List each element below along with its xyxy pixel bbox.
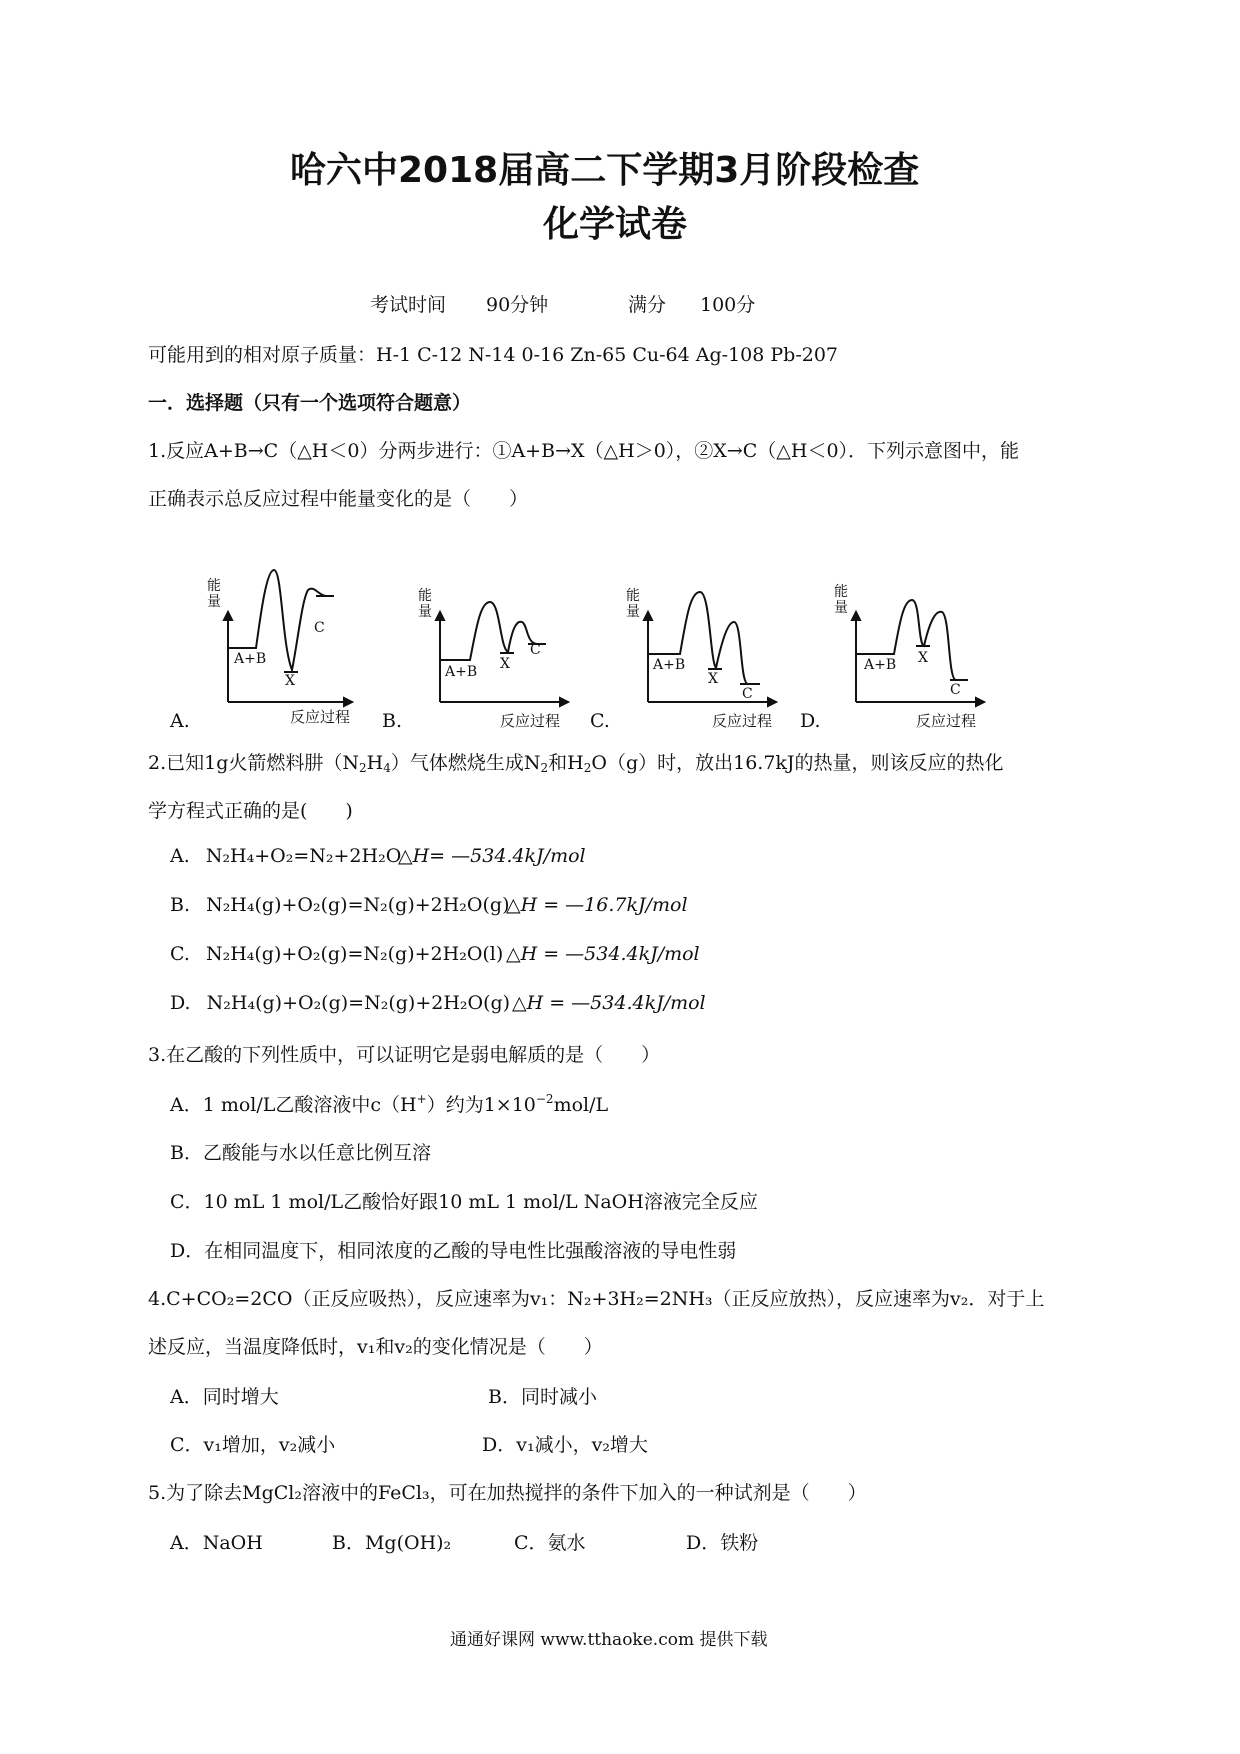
diagram-a-axis-y: 能量 xyxy=(207,578,221,610)
q3-option-a[interactable] xyxy=(170,1090,608,1117)
q3-option-b[interactable]: B．乙酸能与水以任意比例互溶 xyxy=(170,1142,431,1164)
q5-stem: 5.为了除去MgCl₂溶液中的FeCl₃，可在加热搅拌的条件下加入的一种试剂是（ ） xyxy=(148,1482,867,1504)
diagram-c-axis-y: 能量 xyxy=(626,588,640,620)
q2-sub-4: 4 xyxy=(383,761,391,775)
q2-d-dh: △H = —534.4kJ/mol xyxy=(512,992,706,1014)
diagram-c-axis-x: 反应过程 xyxy=(712,712,773,730)
q3-a-pre: A．1 mol/L乙酸溶液中c（H xyxy=(170,1094,417,1116)
q2-stem-line2: 学方程式正确的是( ) xyxy=(148,800,353,822)
diagram-d-axis-y: 能量 xyxy=(834,584,848,616)
q1-option-c[interactable]: C. xyxy=(590,710,610,732)
q3-a-mid: ）约为1×10 xyxy=(426,1094,536,1116)
q2-a-dh: △H= —534.4kJ/mol xyxy=(398,845,586,867)
q4-stem-line2: 述反应，当温度降低时，v₁和v₂的变化情况是（ ） xyxy=(148,1336,603,1358)
diagram-b xyxy=(436,602,568,706)
diagram-c-x: X xyxy=(708,671,718,687)
q4-option-d[interactable]: D．v₁减小，v₂增大 xyxy=(482,1434,648,1456)
q2-sub-2b: 2 xyxy=(540,761,549,775)
diagram-b-axis-y: 能量 xyxy=(418,588,432,620)
q2-d-label: D. xyxy=(170,992,191,1014)
q2-a-equation: N₂H₄+O₂=N₂+2H₂O xyxy=(205,845,402,867)
q2-b-dh: △H = —16.7kJ/mol xyxy=(506,894,688,916)
diagram-a-c: C xyxy=(314,620,325,636)
q1-stem-line1: 1.反应A+B→C（△H＜0）分两步进行：①A+B→X（△H＞0），②X→C（△H＜0）．下列示意图中，能 xyxy=(148,440,1020,462)
q5-option-c[interactable]: C．氨水 xyxy=(514,1532,586,1554)
q2-option-b[interactable] xyxy=(170,894,510,916)
q2-stem-line1 xyxy=(148,748,1004,775)
q5-option-b[interactable]: B．Mg(OH)₂ xyxy=(332,1532,452,1554)
exam-time-label: 考试时间 xyxy=(370,294,447,316)
q5-option-a[interactable]: A．NaOH xyxy=(170,1532,263,1554)
q3-a-post: mol/L xyxy=(553,1094,609,1116)
q1-option-a[interactable]: A. xyxy=(170,710,190,732)
q2-c-label: C. xyxy=(170,943,190,965)
diagram-d-c: C xyxy=(950,682,961,698)
q4-stem-line1: 4.C+CO₂=2CO（正反应吸热），反应速率为v₁：N₂+3H₂=2NH₃（正反应放热），反应速率为v₂．对于上 xyxy=(148,1288,1045,1310)
diagram-b-ab: A+B xyxy=(445,664,478,680)
q4-option-c[interactable]: C．v₁增加，v₂减小 xyxy=(170,1434,336,1456)
q2-text-e: O（g）时，放出16.7kJ的热量，则该反应的热化 xyxy=(591,752,1004,774)
q2-text-c: ）气体燃烧生成N xyxy=(390,752,541,774)
q2-text-b: H xyxy=(366,752,384,774)
q2-text-a: 2.已知1g火箭燃料肼（N xyxy=(148,752,360,774)
exam-time: 90分钟 xyxy=(486,294,549,316)
diagram-d-ab: A+B xyxy=(864,657,897,673)
diagram-c-c: C xyxy=(742,686,753,702)
q4-option-a[interactable]: A．同时增大 xyxy=(170,1386,279,1408)
q5-option-d[interactable]: D．铁粉 xyxy=(686,1532,759,1554)
footer-source: 通通好课网 www.tthaoke.com 提供下载 xyxy=(450,1630,768,1650)
diagram-d-x: X xyxy=(918,650,928,666)
diagram-b-x: X xyxy=(500,656,510,672)
exam-subtitle: 化学试卷 xyxy=(543,204,688,245)
exam-title: 哈六中2018届高二下学期3月阶段检查 xyxy=(290,150,920,191)
q2-a-label: A. xyxy=(170,845,190,867)
q2-b-equation: N₂H₄(g)+O₂(g)=N₂(g)+2H₂O(g) xyxy=(206,894,510,916)
q2-sub-2c: 2 xyxy=(583,761,592,775)
q2-c-equation: N₂H₄(g)+O₂(g)=N₂(g)+2H₂O(l) xyxy=(205,943,504,965)
q1-option-d[interactable]: D. xyxy=(800,710,821,732)
q1-stem-line2: 正确表示总反应过程中能量变化的是（ ） xyxy=(148,488,529,510)
q3-option-c[interactable]: C．10 mL 1 mol/L乙酸恰好跟10 mL 1 mol/L NaOH溶液完全反应 xyxy=(170,1191,758,1213)
q3-option-d[interactable]: D．在相同温度下，相同浓度的乙酸的导电性比强酸溶液的导电性弱 xyxy=(170,1240,737,1262)
q3-a-sup-exp: −2 xyxy=(535,1092,554,1106)
q2-b-label: B. xyxy=(170,894,191,916)
q2-d-equation: N₂H₄(g)+O₂(g)=N₂(g)+2H₂O(g) xyxy=(206,992,511,1014)
q4-option-b[interactable]: B．同时减小 xyxy=(488,1386,597,1408)
full-score-label: 满分 xyxy=(628,294,667,316)
q2-option-a[interactable] xyxy=(170,845,401,867)
q2-c-dh: △H = —534.4kJ/mol xyxy=(506,943,700,965)
section-title: 一．选择题（只有一个选项符合题意） xyxy=(148,392,472,414)
full-score: 100分 xyxy=(700,294,756,316)
diagram-a-axis-x: 反应过程 xyxy=(290,708,351,726)
diagram-b-axis-x: 反应过程 xyxy=(500,712,561,730)
q3-stem: 3.在乙酸的下列性质中，可以证明它是弱电解质的是（ ） xyxy=(148,1044,661,1066)
q1-option-b[interactable]: B. xyxy=(382,710,403,732)
diagram-c-ab: A+B xyxy=(653,657,686,673)
diagram-d-axis-x: 反应过程 xyxy=(916,712,977,730)
q2-option-c[interactable] xyxy=(170,943,503,965)
diagram-a-ab: A+B xyxy=(234,651,267,667)
diagram-b-c: C xyxy=(530,642,541,658)
q3-a-sup-plus: + xyxy=(416,1092,427,1106)
atomic-masses: 可能用到的相对原子质量：H-1 C-12 N-14 0-16 Zn-65 Cu-64 Ag-108 Pb-207 xyxy=(148,344,839,366)
q2-text-d: 和H xyxy=(548,752,584,774)
diagram-a-x: X xyxy=(285,673,295,689)
q2-sub-2a: 2 xyxy=(359,761,367,775)
diagram-c xyxy=(644,592,776,706)
q2-option-d[interactable] xyxy=(170,992,510,1014)
